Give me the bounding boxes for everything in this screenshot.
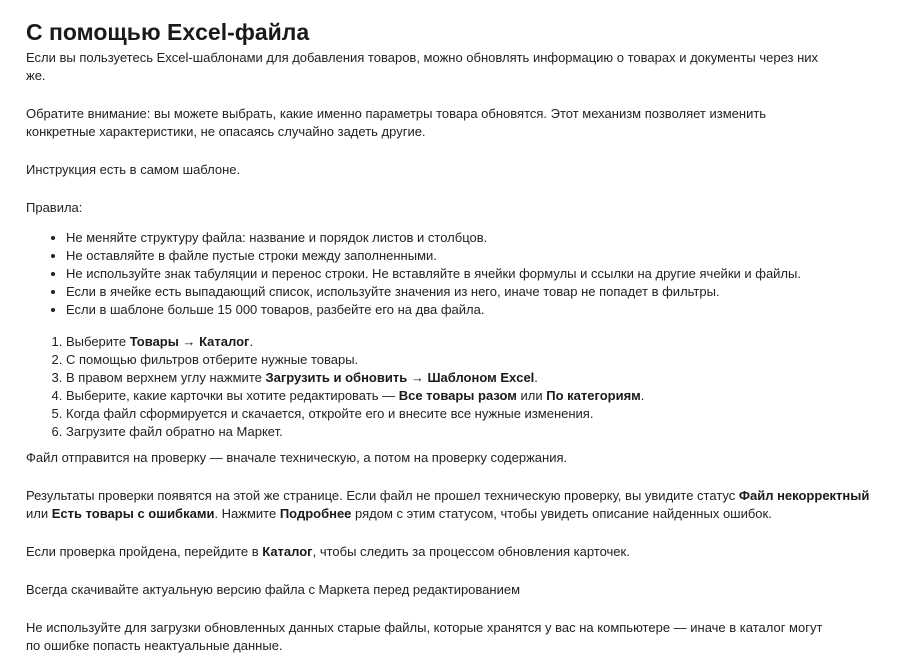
list-item: • Не меняйте структуру файла: название и порядок листов и столбцов.	[66, 229, 886, 247]
step-text: или	[516, 388, 547, 403]
intro-text: Если вы пользуетесь Excel-шаблонами для добавления товаров, можно обновлять информацию о товарах и документы через них же.	[26, 50, 819, 83]
status-errors: Есть товары с ошибками	[51, 506, 215, 521]
step-emphasis: Все товары разом	[398, 388, 517, 403]
passed-part: , чтобы следить за процессом обновления карточек.	[312, 544, 630, 559]
results-text	[26, 487, 876, 523]
list-item: • Не оставляйте в файле пустые строки между заполненными.	[66, 247, 886, 265]
instruction-text: Инструкция есть в самом шаблоне.	[26, 162, 241, 177]
list-item	[66, 387, 886, 405]
list-item: • Не используйте знак табуляции и перенос строки. Не вставляйте в ячейки формулы и ссылки на другие ячейки и файлы.	[66, 265, 886, 283]
list-item: 6. Загрузите файл обратно на Маркет.	[66, 423, 886, 441]
results-part: рядом с этим статусом, чтобы увидеть описание найденных ошибок.	[351, 506, 772, 521]
results-part: или	[26, 506, 52, 521]
passed-part: Если проверка пройдена, перейдите в	[26, 544, 263, 559]
step-emphasis: Загрузить и обновить → Шаблоном Excel	[265, 370, 535, 385]
list-item: • Если в шаблоне больше 15 000 товаров, разбейте его на два файла.	[66, 301, 886, 319]
step-text: Выберите	[66, 334, 130, 349]
rules-list	[26, 229, 886, 319]
warning-text: Не используйте для загрузки обновленных данных старые файлы, которые хранятся у вас на компьютере — иначе в каталог могут по ошибке попасть неактуальные данные.	[26, 620, 823, 653]
passed-text	[26, 543, 886, 561]
list-item: • Если в ячейке есть выпадающий список, используйте значения из него, иначе товар не попадет в фильтры.	[66, 283, 886, 301]
steps-list	[26, 333, 886, 441]
step-emphasis: Товары → Каталог	[129, 334, 250, 349]
step-emphasis: По категориям	[546, 388, 641, 403]
step-text: В правом верхнем углу нажмите	[66, 370, 266, 385]
note-text: Обратите внимание: вы можете выбрать, какие именно параметры товара обновятся. Этот механизм позволяет изменить конкретные характеристики, не опасаясь случайно задеть другие.	[26, 106, 767, 139]
step-text: Выберите, какие карточки вы хотите редактировать —	[66, 388, 399, 403]
step-text: .	[640, 388, 645, 403]
step-text: .	[534, 370, 538, 385]
check-text: Файл отправится на проверку — вначале техническую, а потом на проверку содержания.	[26, 450, 568, 465]
results-part: Результаты проверки появятся на этой же странице. Если файл не прошел техническую проверку, вы увидите статус	[26, 488, 739, 503]
list-item	[66, 369, 886, 387]
catalog-label: Каталог	[262, 544, 313, 559]
details-label: Подробнее	[279, 506, 352, 521]
list-item	[66, 333, 886, 351]
list-item: 2. С помощью фильтров отберите нужные товары.	[66, 351, 886, 369]
always-text: Всегда скачивайте актуальную версию файла с Маркета перед редактированием	[26, 582, 521, 597]
rules-label: Правила:	[26, 200, 83, 215]
results-part: . Нажмите	[214, 506, 280, 521]
page-title: С помощью Excel-файла	[26, 19, 310, 45]
status-incorrect: Файл некорректный	[738, 488, 870, 503]
list-item: 5. Когда файл сформируется и скачается, откройте его и внесите все нужные изменения.	[66, 405, 886, 423]
step-text: .	[249, 334, 254, 349]
